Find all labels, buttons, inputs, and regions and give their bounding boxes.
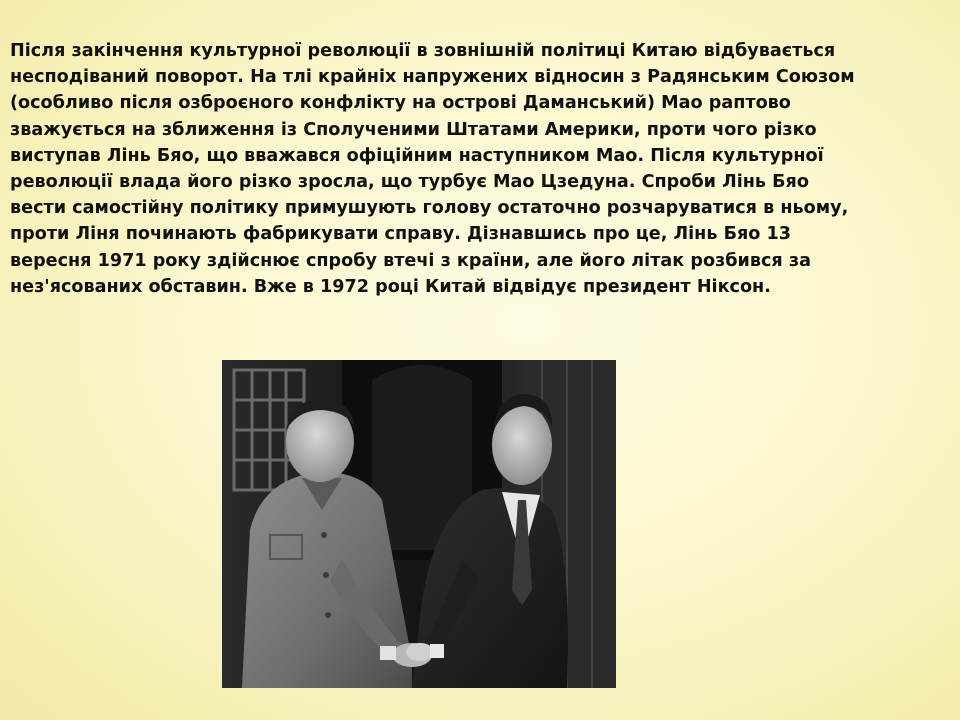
body-line: проти Ліня починають фабрикувати справу. Дізнавшись про це, Лінь Бяо 13 [10, 224, 791, 245]
body-line: Після закінчення культурної революції в зовнішній політиці Китаю відбувається [10, 41, 836, 61]
body-line: зважується на зближення із Сполученими Штатами Америки, проти чого різко [10, 119, 817, 140]
body-line: вересня 1971 року здійснює спробу втечі з країни, але його літак розбився за [10, 250, 811, 271]
historical-handshake-photo [222, 360, 616, 688]
body-line: революції влада його різко зросла, що турбує Мао Цзедуна. Спроби Лінь Бяо [10, 172, 809, 193]
body-line: виступав Лінь Бяо, що вважався офіційним наступником Мао. Після культурної [10, 145, 824, 166]
body-line: несподіваний поворот. На тлі крайніх напружених відносин з Радянським Союзом [10, 67, 855, 88]
body-line: вести самостійну політику примушують голову остаточно розчаруватися в ньому, [10, 198, 849, 219]
body-line: (особливо після озброєного конфлікту на острові Даманський) Мао раптово [10, 93, 791, 114]
slide-body-text [10, 38, 945, 300]
body-line: нез'ясованих обставин. Вже в 1972 році Китай відвідує президент Ніксон. [10, 276, 771, 297]
photo-illustration [222, 360, 616, 688]
